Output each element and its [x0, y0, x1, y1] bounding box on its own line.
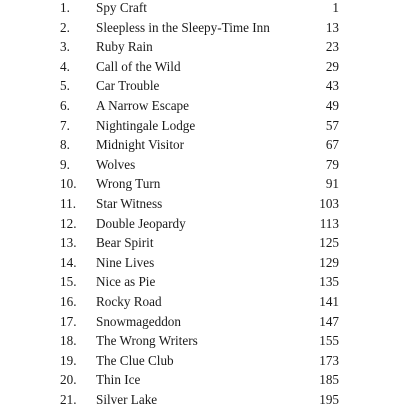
page-number: 147 [319, 313, 339, 329]
toc-entry [0, 194, 400, 214]
chapter-number: 13. [60, 235, 77, 251]
page-number: 1 [332, 0, 339, 15]
toc-entry [0, 272, 400, 292]
chapter-title: Thin Ice [96, 372, 141, 388]
page-number: 113 [319, 215, 339, 231]
chapter-title: Nice as Pie [96, 274, 156, 290]
chapter-title: Nine Lives [96, 254, 155, 270]
page-number: 195 [319, 391, 339, 407]
toc-entry [0, 76, 400, 96]
toc-entry [0, 96, 400, 116]
toc-entry [0, 116, 400, 136]
page-number: 23 [325, 39, 339, 55]
page-number: 155 [319, 333, 339, 349]
toc-entry [0, 331, 400, 351]
toc-entry [0, 155, 400, 175]
toc-entry [0, 370, 400, 390]
page-number: 43 [325, 78, 339, 94]
chapter-title: Spy Craft [96, 0, 147, 15]
chapter-number: 18. [60, 333, 77, 349]
chapter-number: 7. [60, 117, 70, 133]
page-number: 103 [319, 195, 339, 211]
chapter-title: The Wrong Writers [96, 333, 198, 349]
chapter-number: 1. [60, 0, 70, 15]
chapter-number: 19. [60, 352, 77, 368]
chapter-number: 12. [60, 215, 77, 231]
chapter-title: Nightingale Lodge [96, 117, 196, 133]
chapter-number: 2. [60, 19, 70, 35]
chapter-title: Star Witness [96, 195, 163, 211]
page-number: 135 [319, 274, 339, 290]
chapter-title: Snowmageddon [96, 313, 181, 329]
page-number: 57 [325, 117, 339, 133]
toc-entry [0, 390, 400, 409]
chapter-number: 4. [60, 58, 70, 74]
chapter-title: Double Jeopardy [96, 215, 186, 231]
chapter-title: Wolves [96, 156, 136, 172]
chapter-title: A Narrow Escape [96, 97, 190, 113]
chapter-number: 15. [60, 274, 77, 290]
page-number: 173 [319, 352, 339, 368]
toc-entry [0, 18, 400, 38]
chapter-title: Sleepless in the Sleepy-Time Inn [96, 19, 270, 35]
page-number: 29 [325, 58, 339, 74]
chapter-title: Midnight Visitor [96, 137, 184, 153]
page-number: 125 [319, 235, 339, 251]
chapter-number: 21. [60, 391, 77, 407]
chapter-number: 10. [60, 176, 77, 192]
chapter-title: Call of the Wild [96, 58, 181, 74]
chapter-title: Silver Lake [96, 391, 158, 407]
chapter-number: 5. [60, 78, 70, 94]
page-number: 49 [325, 97, 339, 113]
chapter-number: 8. [60, 137, 70, 153]
chapter-title: The Clue Club [96, 352, 174, 368]
page-number: 141 [319, 293, 339, 309]
toc-entry [0, 253, 400, 273]
toc-entry [0, 37, 400, 57]
page-number: 129 [319, 254, 339, 270]
page-number: 67 [325, 137, 339, 153]
page-number: 79 [325, 156, 339, 172]
chapter-title: Bear Spirit [96, 235, 154, 251]
toc-entry [0, 57, 400, 77]
chapter-title: Rocky Road [96, 293, 162, 309]
chapter-title: Wrong Turn [96, 176, 161, 192]
chapter-number: 11. [60, 195, 76, 211]
chapter-title: Car Trouble [96, 78, 160, 94]
toc-entry [0, 0, 400, 18]
chapter-number: 17. [60, 313, 77, 329]
page-number: 185 [319, 372, 339, 388]
page-number: 13 [325, 19, 339, 35]
toc-entry [0, 214, 400, 234]
toc-entry [0, 233, 400, 253]
toc-entry [0, 135, 400, 155]
page-number: 91 [325, 176, 339, 192]
chapter-number: 9. [60, 156, 70, 172]
chapter-number: 16. [60, 293, 77, 309]
chapter-number: 14. [60, 254, 77, 270]
toc-entry [0, 351, 400, 371]
chapter-number: 3. [60, 39, 70, 55]
toc-entry [0, 312, 400, 332]
toc-entry [0, 174, 400, 194]
toc-entry [0, 292, 400, 312]
chapter-number: 20. [60, 372, 77, 388]
chapter-number: 6. [60, 97, 70, 113]
chapter-title: Ruby Rain [96, 39, 153, 55]
